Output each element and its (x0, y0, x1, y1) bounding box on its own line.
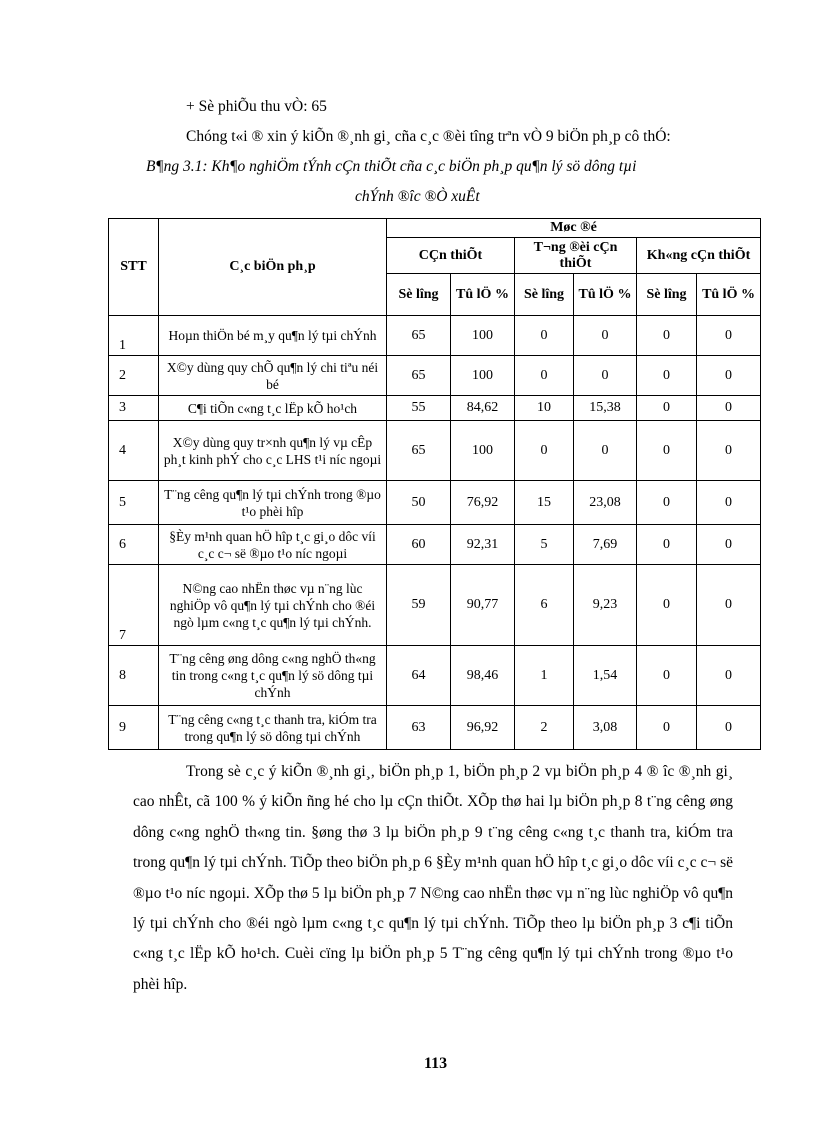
row-needed-count: 64 (387, 646, 451, 706)
row-relative-ratio: 23,08 (574, 481, 637, 525)
row-stt: 1 (109, 316, 159, 356)
header-relative: T¬ng ®èi cÇn thiÕt (515, 238, 637, 274)
table-row (109, 706, 761, 750)
row-needed-count: 65 (387, 421, 451, 481)
row-notneeded-ratio: 0 (697, 525, 761, 565)
header-ratio: Tû lÖ % (697, 274, 761, 316)
row-measure: C¶i tiÕn c«ng t¸c lËp kÕ ho¹ch (159, 396, 387, 421)
row-relative-ratio: 0 (574, 421, 637, 481)
row-notneeded-count: 0 (637, 646, 697, 706)
row-notneeded-count: 0 (637, 316, 697, 356)
row-relative-ratio: 1,54 (574, 646, 637, 706)
table-row (109, 396, 761, 421)
row-needed-ratio: 84,62 (451, 396, 515, 421)
row-notneeded-ratio: 0 (697, 706, 761, 750)
row-measure: Hoµn thiÖn bé m¸y qu¶n lý tµi chÝnh (159, 316, 387, 356)
row-needed-count: 63 (387, 706, 451, 750)
survey-table (108, 218, 761, 750)
table-row (109, 565, 761, 646)
table-row (109, 316, 761, 356)
row-measure: N©ng cao nhËn thøc vµ n¨ng lùc nghiÖp vô qu¶n lý tµi chÝnh cho ®éi ngò lµm c«ng t¸c qu¶n lý tµi chÝnh. (159, 565, 387, 646)
row-measure: X©y dùng quy chÕ qu¶n lý chi tiªu néi bé (159, 356, 387, 396)
row-relative-ratio: 15,38 (574, 396, 637, 421)
row-needed-ratio: 100 (451, 316, 515, 356)
row-stt: 8 (109, 646, 159, 706)
row-stt: 6 (109, 525, 159, 565)
row-needed-count: 59 (387, 565, 451, 646)
row-notneeded-ratio: 0 (697, 565, 761, 646)
row-relative-ratio: 9,23 (574, 565, 637, 646)
row-relative-ratio: 0 (574, 316, 637, 356)
intro-line: Chóng t«i ® xin ý kiÕn ®¸nh gi¸ cña c¸c ®èi tîng trªn vÒ 9 biÖn ph¸p cô thÓ: (186, 128, 671, 145)
row-measure: §Èy m¹nh quan hÖ hîp t¸c gi¸o dôc víi c¸c c¬ së ®µo t¹o níc ngoµi (159, 525, 387, 565)
header-stt: STT (109, 219, 159, 316)
row-relative-count: 0 (515, 356, 574, 396)
row-relative-count: 1 (515, 646, 574, 706)
table-row (109, 421, 761, 481)
row-notneeded-count: 0 (637, 525, 697, 565)
page-number: 113 (424, 1055, 448, 1072)
row-needed-ratio: 90,77 (451, 565, 515, 646)
row-notneeded-count: 0 (637, 706, 697, 750)
row-relative-count: 10 (515, 396, 574, 421)
header-measures: C¸c biÖn ph¸p (159, 219, 387, 316)
row-needed-count: 55 (387, 396, 451, 421)
row-notneeded-ratio: 0 (697, 421, 761, 481)
row-notneeded-count: 0 (637, 481, 697, 525)
row-stt: 9 (109, 706, 159, 750)
row-needed-count: 50 (387, 481, 451, 525)
table-caption-line1: B¶ng 3.1: Kh¶o nghiÖm tÝnh cÇn thiÕt cña c¸c biÖn ph¸p qu¶n lý sö dông tµi (146, 158, 637, 175)
row-notneeded-ratio: 0 (697, 356, 761, 396)
header-level: Møc ®é (387, 219, 761, 238)
row-needed-ratio: 98,46 (451, 646, 515, 706)
header-not-needed: Kh«ng cÇn thiÕt (637, 238, 761, 274)
row-needed-count: 60 (387, 525, 451, 565)
row-relative-count: 0 (515, 316, 574, 356)
row-measure: T¨ng cêng c«ng t¸c thanh tra, kiÓm tra trong qu¶n lý sö dông tµi chÝnh (159, 706, 387, 750)
row-notneeded-ratio: 0 (697, 316, 761, 356)
row-needed-ratio: 92,31 (451, 525, 515, 565)
row-needed-ratio: 76,92 (451, 481, 515, 525)
header-ratio: Tû lÖ % (574, 274, 637, 316)
row-relative-count: 15 (515, 481, 574, 525)
row-relative-count: 2 (515, 706, 574, 750)
row-stt: 5 (109, 481, 159, 525)
row-measure: T¨ng cêng øng dông c«ng nghÖ th«ng tin trong c«ng t¸c qu¶n lý sö dông tµi chÝnh (159, 646, 387, 706)
row-needed-ratio: 96,92 (451, 706, 515, 750)
row-measure: X©y dùng quy tr×nh qu¶n lý vµ cÊp ph¸t kinh phÝ cho c¸c LHS t¹i níc ngoµi (159, 421, 387, 481)
table-row (109, 646, 761, 706)
row-needed-ratio: 100 (451, 356, 515, 396)
row-notneeded-count: 0 (637, 565, 697, 646)
row-relative-ratio: 3,08 (574, 706, 637, 750)
row-relative-count: 6 (515, 565, 574, 646)
row-needed-ratio: 100 (451, 421, 515, 481)
row-relative-ratio: 7,69 (574, 525, 637, 565)
row-stt: 3 (109, 396, 159, 421)
row-stt: 2 (109, 356, 159, 396)
body-paragraph (133, 757, 733, 1000)
table-row (109, 525, 761, 565)
row-measure: T¨ng cêng qu¶n lý tµi chÝnh trong ®µo t¹o phèi hîp (159, 481, 387, 525)
table-row (109, 481, 761, 525)
row-notneeded-ratio: 0 (697, 396, 761, 421)
row-notneeded-ratio: 0 (697, 481, 761, 525)
row-needed-count: 65 (387, 316, 451, 356)
header-ratio: Tû lÖ % (451, 274, 515, 316)
row-relative-ratio: 0 (574, 356, 637, 396)
table-row (109, 356, 761, 396)
row-relative-count: 0 (515, 421, 574, 481)
header-count: Sè lîng (387, 274, 451, 316)
row-notneeded-ratio: 0 (697, 646, 761, 706)
row-notneeded-count: 0 (637, 356, 697, 396)
row-notneeded-count: 0 (637, 421, 697, 481)
votes-count-line: + Sè phiÕu thu vÒ: 65 (186, 98, 327, 115)
row-stt: 7 (109, 565, 159, 646)
header-count: Sè lîng (637, 274, 697, 316)
row-needed-count: 65 (387, 356, 451, 396)
row-notneeded-count: 0 (637, 396, 697, 421)
row-stt: 4 (109, 421, 159, 481)
row-relative-count: 5 (515, 525, 574, 565)
header-count: Sè lîng (515, 274, 574, 316)
header-needed: CÇn thiÕt (387, 238, 515, 274)
paragraph-text: Trong sè c¸c ý kiÕn ®¸nh gi¸, biÖn ph¸p 1, biÖn ph¸p 2 vµ biÖn ph¸p 4 ® îc ®¸nh gi¸ cao nhÊt, cã 100 % ý kiÕn ñng hé cho lµ cÇn thiÕt. XÕp thø hai lµ biÖn ph¸p 8 t¨ng cêng øng dông c«ng nghÖ th«ng tin. §øng thø 3 lµ biÖn ph¸p 9 t¨ng cêng c«ng t¸c thanh tra, kiÓm tra trong qu¶n lý tµi chÝnh. TiÕp theo biÖn ph¸p 6 §Èy m¹nh quan hÖ hîp t¸c gi¸o dôc víi c¸c c¬ së ®µo t¹o níc ngoµi. XÕp thø 5 lµ biÖn ph¸p 7 N©ng cao nhËn thøc vµ n¨ng lùc nghiÖp vô qu¶n lý tµi chÝnh cho ®éi ngò lµm c«ng t¸c qu¶n lý tµi chÝnh. TiÕp theo lµ biÖn ph¸p 3 c¶i tiÕn c«ng t¸c lËp kÕ ho¹ch. Cuèi cïng lµ biÖn ph¸p 5 T¨ng cêng qu¶n lý tµi chÝnh trong ®µo t¹o phèi hîp. (133, 763, 733, 993)
table-caption-line2: chÝnh ®îc ®Ò xuÊt (355, 188, 480, 205)
